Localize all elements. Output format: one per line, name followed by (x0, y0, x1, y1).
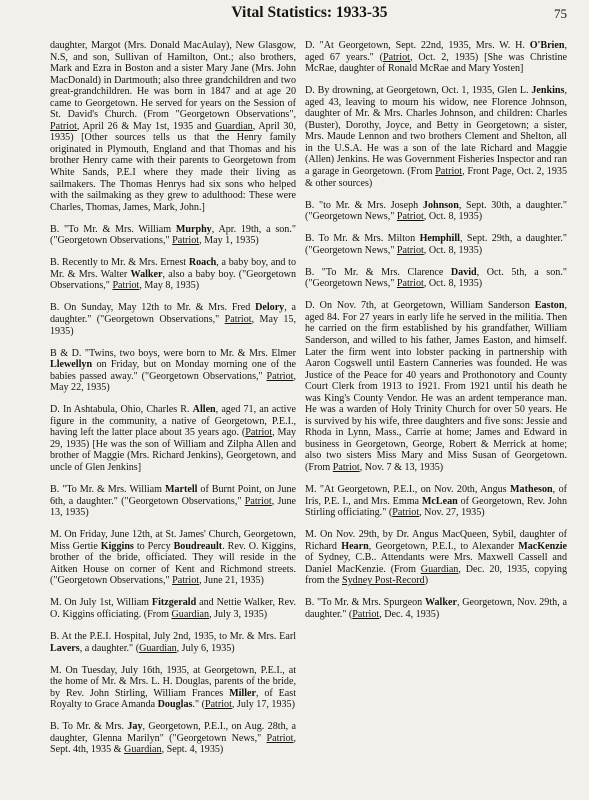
surname: Jenkins (531, 85, 565, 97)
entry: daughter, Margot (Mrs. Donald MacAulay), New Glasgow, N.S, and son, Sullivan of Hamilton, Ont.; also brothers, Mark and Ezra in Boston and a sister Mary Jane (Mrs. John MacDonald) in Dartmouth; also three grandchildren and two great-grandchildren. He was born in 1847 and at age 20 came to Georgetown. He served for years on the Session of St. David's Church. (From "Georgetown Observations", Patriot, April 26 & May 1st, 1935 and Guardian, April 30, 1935) [Other sources tells us that the Henry family originated in Plymouth, England and that Thomas and his brother Henry came with their parents to Georgetown from White Sands, P.E.I where they made their living as sailmakers. The Thomas Henrys had six sons who helped with the sailmaking as they grew to adulthood: These were Charles, Thomas, James, Mark, John.] (50, 40, 296, 213)
source-name: Guardian (139, 642, 177, 654)
surname: Delory (255, 302, 285, 314)
source-name: Patriot (50, 120, 77, 132)
entry: M. On Nov. 29th, by Dr. Angus MacQueen, Sybil, daughter of Richard Hearn, Georgetown, P.E.I., to Alexander MacKenzie of Sydney, C.B.. Attendants were Mrs. Maxwell Cassell and Daniel MacKenzie. (From Guardian, Dec. 20, 1935, copying from the Sydney Post-Record) (305, 529, 567, 587)
entry: B. "To Mr. & Mrs. William Martell of Burnt Point, on June 6th, a daughter." ("Georgetown Observations," Patriot, June 13, 1935) (50, 484, 296, 519)
surname: Miller (229, 687, 256, 699)
entry: B. Recently to Mr. & Mrs. Ernest Roach, a baby boy, and to Mr. & Mrs. Walter Walker, also a baby boy. ("Georgetown Observations," Patriot, May 8, 1935) (50, 257, 296, 292)
source-name: Patriot (352, 608, 380, 620)
right-column (305, 40, 567, 631)
surname: McLean (421, 495, 458, 507)
entry: B & D. "Twins, two boys, were born to Mr. & Mrs. Elmer Llewellyn on Friday, but on Monday morning one of the babies passed away." ("Georgetown Observations," Patriot, May 22, 1935) (50, 347, 296, 394)
source-name: Patriot (204, 699, 232, 711)
surname: Martell (164, 484, 198, 496)
page-title: Vital Statistics: 1933-35 (231, 4, 388, 21)
entry: D. On Nov. 7th, at Georgetown, William Sanderson Easton, aged 84. For 27 years in early life he served in the militia. Then he carried on the firm established by his grandfather, William Sanderson, and willed to his father, James Easton, and himself. Later the firm went into lobster packing in partnership with Aaron Cogswell until Eastern Canneries was founded. He was Justice of the Peace for 40 years and Prothonotory and County Court Clerk from 1913 to 1921. From 1921 until his death he was King's County Vendor. He was an ardent temperance man. He was a warden of Holy Trinity Church for over 50 years. He is survived by his wife, three daughters and five sons: Jessie and Rhoda in Lynn, Mass., Carrie at home; James and Edward in business in Georgetown, George, Robert & Merrick at home; also two sisters Miss Mary and Miss Susan of Georgetown. (From Patriot, Nov. 7 & 13, 1935) (305, 300, 567, 473)
entry: M. On Friday, June 12th, at St. James' Church, Georgetown, Miss Gertie Kiggins to Percy Boudreault. Rev. O. Kiggins, brother of the bride, officiated. They will reside in the Aitken House on corner of Kent and Richmond streets. ("Georgetown Observations," Patriot, June 21, 1935) (50, 529, 296, 587)
entry: B. "To Mr. & Mrs. Clarence David, Oct. 5th, a son." ("Georgetown News," Patriot, Oct. 8, 1935) (305, 266, 567, 290)
source-name: Patriot (172, 575, 200, 587)
page-header (52, 4, 567, 30)
entry: M. On Tuesday, July 16th, 1935, at Georgetown, P.E.I., at the home of Mr. & Mrs. L. H. Douglas, parents of the bride, by Rev. John Stirling, William Frances Miller, of East Royalty to Grace Amanda Douglas." (Patriot, July 17, 1935) (50, 664, 296, 711)
surname: Kiggins (100, 540, 134, 552)
surname: Hearn (341, 540, 369, 552)
surname: Murphy (175, 223, 212, 235)
source-name: Patriot (332, 462, 360, 473)
entry: B. "To Mr. & Mrs. Spurgeon Walker, Georgetown, Nov. 29th, a daughter." (Patriot, Dec. 4, 1935) (305, 597, 567, 620)
entry: B. "To Mr. & Mrs. William Murphy, Apr. 19th, a son." ("Georgetown Observations," Patriot, May 1, 1935) (50, 223, 296, 247)
source-name: Patriot (266, 370, 294, 382)
source-name: Patriot (392, 507, 420, 519)
source-name: Guardian (171, 608, 210, 620)
entry: D. In Ashtabula, Ohio, Charles R. Allen, aged 71, an active figure in the community, a native of Georgetown, P.E.I., having left the latter place about 35 years ago. (Patriot, May 29, 1935) [He was the son of William and Zilpha Allen and brother of Maggie (Mrs. Richard Jenkins), Georgetown, and uncle of Glen Jenkins] (50, 404, 296, 473)
source-name: Guardian (420, 563, 459, 575)
source-name: Patriot (396, 244, 424, 256)
surname: Johnson (422, 199, 459, 211)
entry: B. "to Mr. & Mrs. Joseph Johnson, Sept. 30th, a daughter." ("Georgetown News," Patriot, Oct. 8, 1935) (305, 199, 567, 223)
source-name: Guardian (215, 120, 253, 132)
surname: Roach (188, 257, 217, 269)
source-name: Patriot (172, 235, 200, 247)
surname: MacKenzie (518, 540, 567, 552)
surname: David (450, 266, 477, 278)
source-name: Guardian (124, 744, 162, 756)
surname: Matheson (510, 484, 553, 496)
entry: B. At the P.E.I. Hospital, July 2nd, 1935, to Mr. & Mrs. Earl Lavers, a daughter." (Guardian, July 6, 1935) (50, 631, 296, 654)
entry: M. "At Georgetown, P.E.I., on Nov. 20th, Angus Matheson, of Iris, P.E. I., and Mrs. Emma McLean of Georgetown, Rev. John Stirling officiating." (Patriot, Nov. 27, 1935) (305, 484, 567, 519)
source-name: Patriot (435, 165, 463, 177)
entry: D. By drowning, at Georgetown, Oct. 1, 1935, Glen L. Jenkins, aged 43, leaving to mourn his widow, nee Florence Johnson, daughter of Mr. & Mrs. Charles Johnson, and children: Charles (Buster), Dorothy, Joyce, and Betty in Georgetown; a sister, Mrs. Maude Lennon and two brothers Clement and Shelton, all in the U.S.A. He was a son of the late Richard and Maggie (Allen) Jenkins. He was Government Fisheries Inspector and ran a garage in Georgetown. (From Patriot, Front Page, Oct. 2, 1935 & other sources) (305, 85, 567, 189)
source-name: Patriot (396, 211, 424, 223)
surname: Walker (130, 268, 163, 280)
source-name: Patriot (396, 278, 424, 290)
source-name: Patriot (244, 495, 272, 507)
surname: Allen (192, 404, 216, 416)
surname: Fitzgerald (151, 597, 197, 609)
page-number: 75 (554, 6, 567, 21)
surname: Boudreault (173, 540, 223, 552)
source-name: Patriot (112, 280, 140, 292)
source-name: Patriot (224, 313, 252, 325)
entry: B. To Mr. & Mrs. Jay, Georgetown, P.E.I., on Aug. 28th, a daughter, Glenna Marilyn" ("Georgetown News," Patriot, Sept. 4th, 1935 & Guardian, Sept. 4, 1935) (50, 721, 296, 756)
surname: Walker (424, 597, 457, 609)
source-name: Patriot (266, 732, 294, 744)
surname: O'Brien (529, 40, 565, 51)
surname: Douglas (157, 699, 193, 711)
source-name: Patriot (383, 51, 410, 63)
surname: Hemphill (419, 233, 460, 245)
surname: Jay (127, 721, 143, 733)
entry: M. On July 1st, William Fitzgerald and Nettie Walker, Rev. O. Kiggins officiating. (From Guardian, July 3, 1935) (50, 597, 296, 620)
entry: B. To Mr. & Mrs. Milton Hemphill, Sept. 29th, a daughter." ("Georgetown News," Patriot, Oct. 8, 1935) (305, 233, 567, 256)
surname: Lavers (50, 642, 80, 654)
entry: D. "At Georgetown, Sept. 22nd, 1935, Mrs. W. H. O'Brien, aged 67 years." (Patriot, Oct. 2, 1935) [She was Christine McRae, daughter of Ronald McRae and Mary Yosten] (305, 40, 567, 75)
surname: Llewellyn (50, 359, 93, 371)
left-column (50, 40, 296, 766)
surname: Easton (534, 300, 565, 312)
source-name: Sydney Post-Record (342, 575, 425, 587)
source-name: Patriot (245, 427, 273, 439)
entry: B. On Sunday, May 12th to Mr. & Mrs. Fred Delory, a daughter." ("Georgetown Observations," Patriot, May 15, 1935) (50, 302, 296, 337)
